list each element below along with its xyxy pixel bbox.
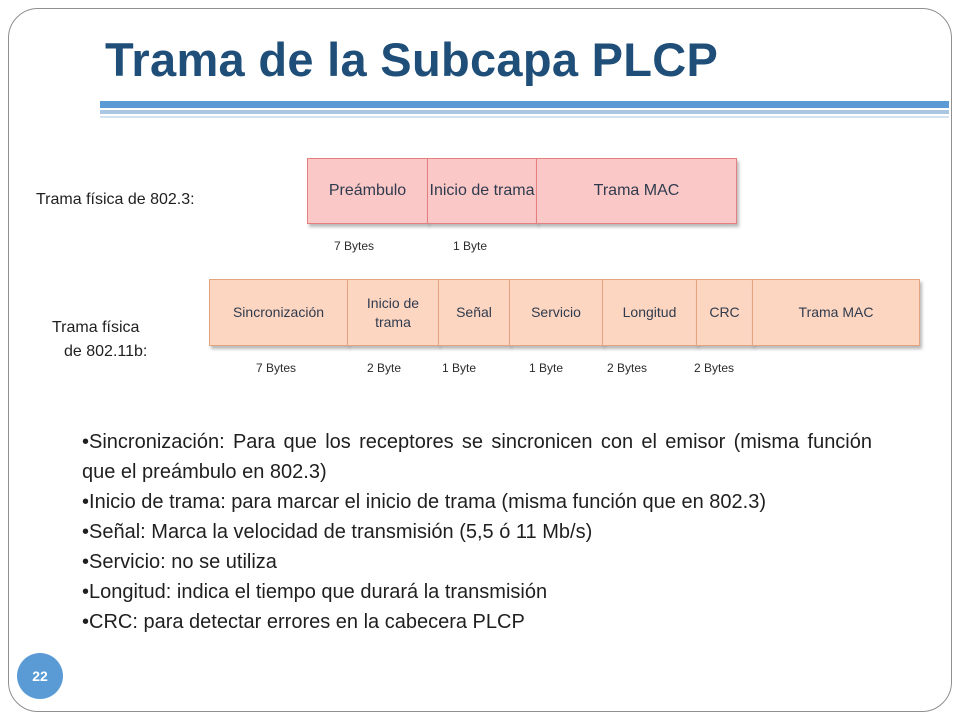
title-divider — [100, 101, 949, 108]
slide-number-badge: 22 — [17, 653, 63, 699]
field-trama-mac: Trama MAC — [536, 158, 737, 224]
slide-title: Trama de la Subcapa PLCP — [105, 33, 719, 86]
bullet-inicio-de-trama: •Inicio de trama: para marcar el inicio de trama (misma función que en 802.3) — [82, 491, 766, 513]
bullet-text: : Marca la velocidad de transmisión (5,5 ó 11 Mb/s) — [140, 521, 593, 543]
field-preambulo: Preámbulo — [307, 158, 428, 224]
bytes-senal: 1 Byte — [442, 361, 477, 375]
bullet-text: : indica el tiempo que durará la transmisión — [165, 581, 548, 603]
bytes-preambulo: 7 Bytes — [334, 239, 375, 253]
field-inicio-de-trama: Inicio de trama — [427, 158, 537, 224]
description-list — [82, 427, 872, 637]
bullet-crc: •CRC: para detectar errores en la cabecera PLCP — [82, 611, 525, 633]
bullet-term: CRC — [89, 611, 133, 633]
bullet-term: Longitud — [89, 581, 166, 603]
frame-80211b-label-line2: de 802.11b: — [64, 343, 148, 360]
title-divider-tertiary — [100, 116, 949, 118]
field-trama-mac-11b: Trama MAC — [752, 279, 920, 346]
bullet-longitud: •Longitud: indica el tiempo que durará la transmisión — [82, 581, 548, 603]
bullet-term: Servicio: — [89, 551, 166, 573]
bullet-term: Inicio de trama — [89, 491, 221, 513]
field-longitud: Longitud — [602, 279, 697, 346]
field-inicio-de-trama-11b: Inicio de trama — [347, 279, 439, 346]
bytes-sincronizacion: 7 Bytes — [256, 361, 297, 375]
bullet-term: Sincronización — [89, 431, 220, 453]
bullet-senal: •Señal: Marca la velocidad de transmisión (5,5 ó 11 Mb/s) — [82, 521, 593, 543]
title-divider-secondary — [100, 110, 949, 114]
bytes-crc: 2 Bytes — [694, 361, 735, 375]
bullet-text: : para detectar errores en la cabecera PLCP — [132, 611, 525, 633]
bytes-servicio: 1 Byte — [529, 361, 564, 375]
bullet-servicio: •Servicio: no se utiliza — [82, 551, 277, 573]
field-sincronizacion: Sincronización — [209, 279, 348, 346]
bytes-inicio-de-trama-11b: 2 Byte — [367, 361, 402, 375]
bullet-text: no se utiliza — [165, 551, 277, 573]
bytes-longitud: 2 Bytes — [607, 361, 648, 375]
frame-8023-label: Trama física de 802.3: — [36, 191, 195, 208]
bullet-sincronizacion: •Sincronización: Para que los receptores se sincronicen con el emisor (misma función que el preámbulo en 802.3) — [82, 431, 872, 483]
field-crc: CRC — [696, 279, 753, 346]
bullet-text: : Para que los receptores se sincronicen con el emisor (misma función que el preámbulo en 802.3) — [82, 431, 872, 483]
bytes-inicio-de-trama: 1 Byte — [453, 239, 488, 253]
frame-80211b-label-line1: Trama física — [52, 319, 140, 336]
field-servicio: Servicio — [509, 279, 603, 346]
field-senal: Señal — [438, 279, 510, 346]
bullet-term: Señal — [89, 521, 141, 543]
bullet-text: : para marcar el inicio de trama (misma función que en 802.3) — [220, 491, 766, 513]
